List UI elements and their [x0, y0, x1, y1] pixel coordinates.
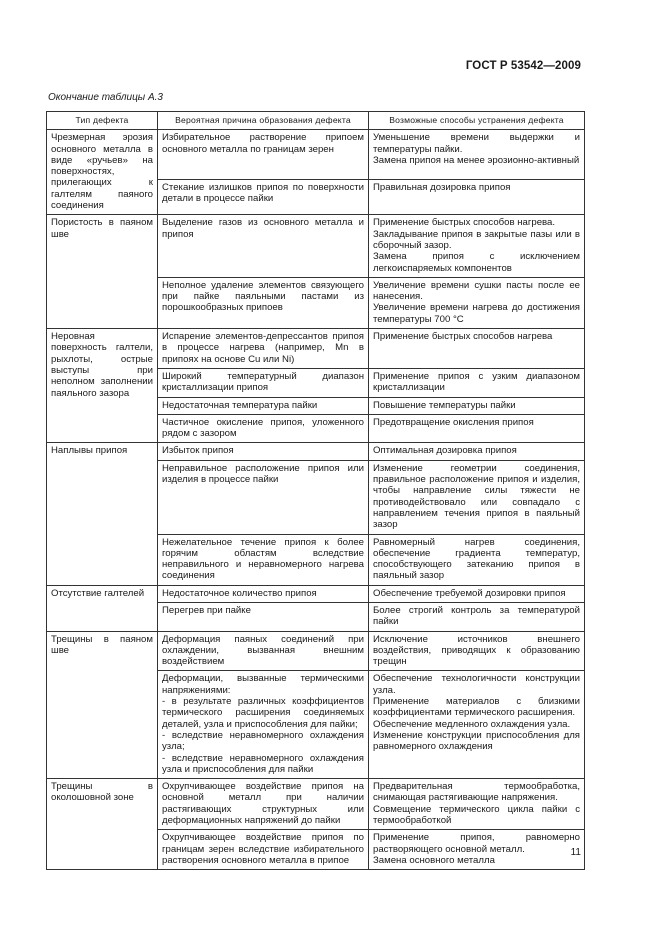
cause-line: - вследствие неравномерного охлаждения узла; — [162, 729, 364, 753]
defect-fix-cell — [369, 443, 585, 460]
defect-cause-cell — [158, 671, 369, 779]
fix-line: Обеспечение требуемой дозировки припоя — [373, 587, 566, 599]
fix-line: Замена припоя на менее эрозионно-активный — [373, 154, 580, 166]
cause-line: Неправильное расположение припоя или изделия в процессе пайки — [162, 462, 364, 486]
fix-line: Совмещение термического цикла пайки с термообработкой — [373, 803, 580, 827]
defect-type-cell: Трещины в околошовной зоне — [47, 779, 158, 870]
table-row — [47, 585, 585, 602]
defect-fix-cell — [369, 215, 585, 277]
fix-line: Замена основного металла — [373, 854, 495, 866]
defect-cause-cell — [158, 534, 369, 585]
defect-cause-cell — [158, 460, 369, 534]
cause-line: Стекание излишков припоя по поверхности детали в процессе пайки — [162, 181, 364, 205]
defect-cause-cell — [158, 631, 369, 671]
defect-cause-cell — [158, 602, 369, 631]
defect-fix-cell — [369, 534, 585, 585]
cause-line: Деформация паяных соединений при охлаждении, вызванная внешним воздействием — [162, 633, 364, 668]
table-row — [47, 631, 585, 671]
defect-fix-cell — [369, 602, 585, 631]
fix-line: Закладывание припоя в закрытые пазы или в сборочный зазор. — [373, 228, 580, 251]
fix-line: Обеспечение медленного охлаждения узла. — [373, 718, 571, 730]
defect-fix-cell — [369, 830, 585, 870]
defect-type-cell: Трещины в паяном шве — [47, 631, 158, 779]
fix-line: Равномерный нагрев соединения, обеспечение градиента температур, способствующего затеканию припоя в паяльный зазор — [373, 536, 580, 582]
defect-type-cell: Отсутствие галтелей — [47, 585, 158, 631]
column-header-type: Тип дефекта — [47, 112, 158, 130]
table-row — [47, 130, 585, 180]
column-header-fix: Возможные способы устранения дефекта — [369, 112, 585, 130]
cause-line: Перегрев при пайке — [162, 604, 251, 616]
cause-line: Избирательное растворение припоем основного металла по границам зерен — [162, 132, 364, 155]
cause-line: Широкий температурный диапазон кристаллизации припоя — [162, 370, 364, 394]
defect-type-cell: Неровная поверхность галтели, рыхлоты, острые выступы при неполном заполнении паяльного зазора — [47, 329, 158, 443]
table-body — [47, 130, 585, 870]
cause-line: - вследствие неравномерного охлаждения узла и приспособления для пайки — [162, 752, 364, 775]
defect-cause-cell — [158, 397, 369, 414]
defect-cause-cell — [158, 329, 369, 369]
table-row — [47, 329, 585, 369]
table-row — [47, 779, 585, 830]
defect-fix-cell — [369, 631, 585, 671]
defect-fix-cell — [369, 585, 585, 602]
defect-cause-cell — [158, 368, 369, 397]
cause-line: Деформации, вызванные термическими напряжениями: — [162, 673, 364, 696]
defect-cause-cell — [158, 443, 369, 460]
table-row — [47, 215, 585, 277]
fix-line: Предотвращение окисления припоя — [373, 416, 534, 428]
fix-line: Применение припоя с узким диапазоном кристаллизации — [373, 370, 580, 394]
cause-line: Частичное окисление припоя, уложенного рядом с зазором — [162, 416, 364, 440]
defect-cause-cell — [158, 585, 369, 602]
defect-fix-cell — [369, 130, 585, 180]
defect-cause-cell — [158, 130, 369, 180]
fix-line: Изменение геометрии соединения, правильное расположение припоя и изделия, чтобы направление силы тяжести не противодействовало или совпадало с направлением течения припоя в паяльный зазор — [373, 462, 580, 531]
defect-cause-cell — [158, 414, 369, 443]
defect-fix-cell — [369, 329, 585, 369]
defect-type-cell: Чрезмерная эрозия основного металла в виде «ручьев» на поверхностях, прилегающих к галтелям паяного соединения — [47, 130, 158, 215]
fix-line: Оптимальная дозировка припоя — [373, 445, 517, 457]
fix-line: Применение быстрых способов нагрева — [373, 331, 553, 343]
fix-line: Повышение температуры пайки — [373, 399, 516, 411]
cause-line: Недостаточная температура пайки — [162, 399, 318, 411]
cause-line: Выделение газов из основного металла и припоя — [162, 217, 364, 240]
defects-table — [46, 111, 585, 870]
document-code: ГОСТ Р 53542—2009 — [465, 60, 581, 72]
defect-cause-cell — [158, 277, 369, 328]
defect-fix-cell — [369, 414, 585, 443]
cause-line: - в результате различных коэффициентов термического расширения соединяемых деталей, узла и приспособления для пайки; — [162, 696, 364, 730]
fix-line: Исключение источников внешнего воздействия, приводящих к образованию трещин — [373, 633, 580, 668]
defect-fix-cell — [369, 179, 585, 215]
fix-line: Предварительная термообработка, снимающая растягивающие напряжения. — [373, 781, 580, 804]
defect-cause-cell — [158, 830, 369, 870]
cause-line: Недостаточное количество припоя — [162, 587, 317, 599]
table-caption: Окончание таблицы А.3 — [48, 92, 163, 103]
fix-line: Применение быстрых способов нагрева. — [373, 217, 556, 229]
fix-line: Уменьшение времени выдержки и температуры пайки. — [373, 132, 580, 155]
cause-line: Избыток припоя — [162, 445, 234, 457]
defect-cause-cell — [158, 215, 369, 277]
defect-type-cell: Пористость в паяном шве — [47, 215, 158, 329]
cause-line: Испарение элементов-депрессантов припоя в процессе нагрева (например, Mn в припоях на основе Cu или Ni) — [162, 331, 364, 365]
defect-fix-cell — [369, 397, 585, 414]
fix-line: Применение материалов с близкими коэффициентами термического расширения. — [373, 696, 580, 719]
fix-line: Увеличение времени нагрева до достижения температуры 700 °С — [373, 302, 580, 325]
table-header-row — [47, 112, 585, 130]
fix-line: Более строгий контроль за температурой пайки — [373, 604, 580, 628]
fix-line: Увеличение времени сушки пасты после ее нанесения. — [373, 279, 580, 303]
fix-line: Замена припоя с исключением легкоиспаряемых компонентов — [373, 251, 580, 274]
cause-line: Охрупчивающее воздействие припоя на основной металл при наличии растягивающих структурных или деформационных напряжений до пайки — [162, 781, 364, 827]
defect-fix-cell — [369, 671, 585, 779]
column-header-cause: Вероятная причина образования дефекта — [158, 112, 369, 130]
defect-fix-cell — [369, 368, 585, 397]
cause-line: Нежелательное течение припоя к более горячим областям вследствие неправильного и неравномерного нагрева соединения — [162, 536, 364, 582]
fix-line: Изменение конструкции приспособления для равномерного охлаждения — [373, 729, 580, 753]
defect-type-cell: Наплывы припоя — [47, 443, 158, 585]
fix-line: Применение припоя, равномерно растворяющего основной металл. — [373, 832, 580, 855]
defect-cause-cell — [158, 179, 369, 215]
cause-line: Охрупчивающее воздействие припоя по границам зерен вследствие избирательного растворения основного металла в припое — [162, 832, 364, 866]
defect-fix-cell — [369, 277, 585, 328]
cause-line: Неполное удаление элементов связующего при пайке паяльными пастами из порошкообразных припоев — [162, 279, 364, 314]
table-row — [47, 443, 585, 460]
defect-fix-cell — [369, 460, 585, 534]
fix-line: Правильная дозировка припоя — [373, 181, 511, 193]
defect-fix-cell — [369, 779, 585, 830]
fix-line: Обеспечение технологичности конструкции узла. — [373, 673, 580, 696]
defect-cause-cell — [158, 779, 369, 830]
page-number: 11 — [570, 847, 581, 858]
